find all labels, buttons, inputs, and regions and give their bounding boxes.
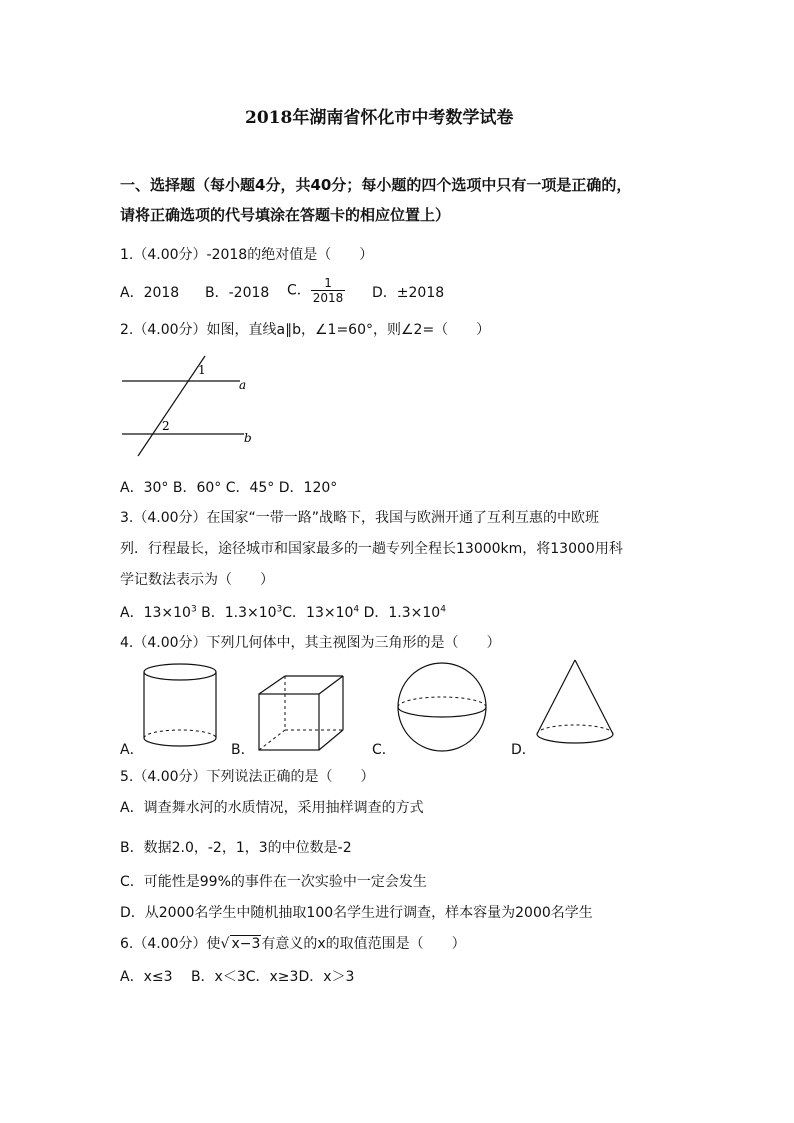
fraction-numerator: 1 [311,276,346,291]
question-4-label-b: B． [231,742,255,758]
fraction-denominator: 2018 [312,291,344,305]
option-c [282,605,359,621]
option-b-base: B．1.3×10 [196,605,277,621]
question-1-option-a: A．2018 [120,285,180,301]
question-3-line2: 列．行程最长，途径城市和国家最多的一趟专列全程长13000km，将13000用科 [120,541,623,557]
page-title: 2018年湖南省怀化市中考数学试卷 [245,108,514,128]
question-5-option-c: C．可能性是99%的事件在一次实验中一定会发生 [120,874,427,890]
cylinder-figure [140,660,222,754]
option-a-exponent: 3 [190,604,197,615]
option-b [197,605,283,621]
question-1-option-b: B．-2018 [205,285,270,301]
cone-figure [533,656,617,748]
option-c-base: C．13×10 [282,605,354,621]
question-2-stem: 2.（4.00分）如图，直线a∥b，∠1=60°，则∠2=（ ） [120,322,491,338]
question-3-options [120,604,446,622]
question-5-option-d: D．从2000名学生中随机抽取100名学生进行调查，样本容量为2000名学生 [120,905,593,921]
transversal-line [138,356,205,456]
angle-2-label: 2 [162,419,170,433]
section-header-line2: 请将正确选项的代号填涂在答题卡的相应位置上） [120,206,451,224]
question-4-label-d: D． [511,742,536,758]
question-6-stem [120,935,466,953]
parallel-lines-figure [118,352,268,462]
sphere-figure [395,660,489,754]
question-4-label-c: C． [372,742,396,758]
option-a-base: A．13×10 [120,605,191,621]
option-d-exponent: 4 [440,604,446,615]
option-c-exponent: 4 [353,604,360,615]
line-b-label: b [244,431,252,445]
question-3-line1: 3.（4.00分）在国家“一带一路”战略下，我国与欧洲开通了互利互惠的中欧班 [120,510,600,526]
radicand: x−3 [231,936,261,952]
option-c-label: C． [287,282,311,299]
option-d-base: D．1.3×10 [359,605,441,621]
angle-1-label: 1 [198,363,206,377]
question-6-stem-pre: 6.（4.00分）使 [120,936,221,952]
question-5-stem: 5.（4.00分）下列说法正确的是（ ） [120,769,375,785]
question-1-stem: 1.（4.00分）-2018的绝对值是（ ） [120,247,374,263]
question-1-option-d: D．±2018 [372,285,445,301]
option-a [120,605,197,621]
question-5-option-b: B．数据2.0，-2，1，3的中位数是-2 [120,840,352,856]
line-a-label: a [239,378,247,392]
question-4-label-a: A． [120,742,144,758]
option-b-exponent: 3 [276,604,283,615]
question-2-options: A．30° B．60° C．45° D．120° [120,480,338,496]
question-5-option-a: A．调查舞水河的水质情况，采用抽样调查的方式 [120,800,424,816]
option-d [359,605,446,621]
question-6-options: A．x≤3 B．x＜3C．x≥3D．x＞3 [120,969,355,985]
section-header-line1: 一、选择题（每小题4分，共40分；每小题的四个选项中只有一项是正确的， [120,176,632,194]
question-6-stem-post: 有意义的x的取值范围是（ ） [261,936,466,952]
fraction [311,276,346,305]
question-3-line3: 学记数法表示为（ ） [120,572,274,588]
sqrt-expression: √ x−3 [220,936,261,952]
question-1-option-c [287,276,345,305]
cube-figure [255,672,347,754]
question-4-stem: 4.（4.00分）下列几何体中，其主视图为三角形的是（ ） [120,635,501,651]
